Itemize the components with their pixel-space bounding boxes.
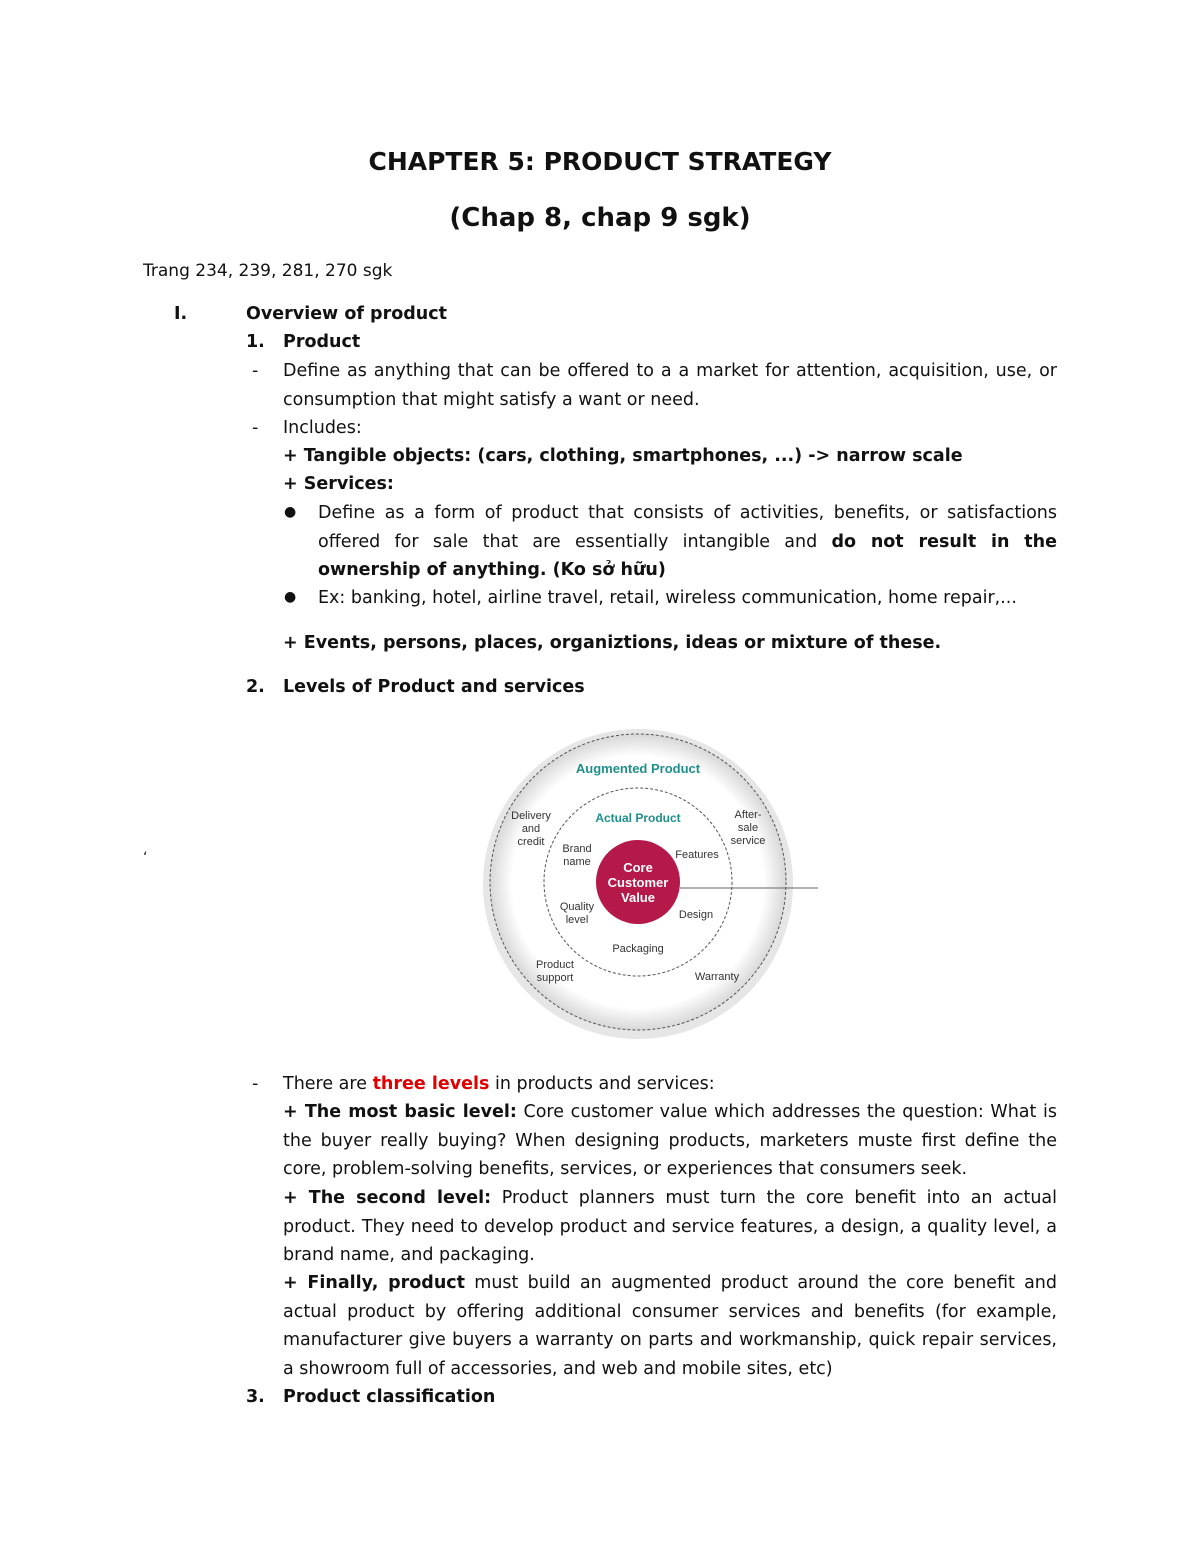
caption-mark: ‘ bbox=[143, 850, 148, 866]
delivery-label-3: credit bbox=[517, 836, 545, 848]
quality-label-2: level bbox=[565, 914, 589, 926]
includes-label: Includes: bbox=[283, 418, 362, 438]
after-sale-label-1: After- bbox=[734, 809, 762, 821]
core-label-line1: Core bbox=[623, 860, 653, 875]
tangible-objects: + Tangible objects: (cars, clothing, smartphones, ...) -> narrow scale bbox=[283, 446, 963, 466]
dash-marker: - bbox=[252, 418, 259, 438]
item3-heading: Product classification bbox=[283, 1387, 496, 1407]
core-label-line2: Customer bbox=[607, 875, 669, 890]
features-label: Features bbox=[675, 849, 719, 861]
packaging-label: Packaging bbox=[612, 943, 664, 955]
section-heading: Overview of product bbox=[246, 304, 447, 324]
product-definition: Define as anything that can be offered to a a market for attention, acquisition, use, or consumption that might satisfy a want or need. bbox=[283, 361, 1057, 410]
quality-label-1: Quality bbox=[559, 901, 595, 913]
page-subtitle: (Chap 8, chap 9 sgk) bbox=[449, 203, 751, 233]
augmented-label: Augmented Product bbox=[575, 761, 701, 776]
basic-level-paragraph: + The most basic level: Core customer value which addresses the question: What is the buyer really buying? When designing products, marketers muste first define the core, problem-solving benefits, services, or experiences that consumers seek. bbox=[283, 1102, 1057, 1179]
item2-number: 2. bbox=[246, 677, 265, 697]
delivery-label-1: Delivery bbox=[511, 810, 551, 822]
product-levels-diagram bbox=[470, 720, 830, 1050]
warranty-label: Warranty bbox=[694, 971, 740, 983]
second-level-paragraph: + The second level: Product planners must turn the core benefit into an actual product. They need to develop product and service features, a design, a quality level, a brand name, and packaging. bbox=[283, 1188, 1058, 1265]
brand-label-1: Brand bbox=[562, 843, 592, 855]
after-sale-label-3: service bbox=[730, 835, 766, 847]
delivery-label-2: and bbox=[521, 823, 541, 835]
support-label-2: support bbox=[536, 972, 574, 984]
services-label: + Services: bbox=[283, 474, 394, 494]
levels-intro: There are three levels in products and services: bbox=[283, 1074, 715, 1094]
core-label-line3: Value bbox=[621, 890, 655, 905]
dash-marker: - bbox=[252, 361, 259, 381]
pages-note: Trang 234, 239, 281, 270 sgk bbox=[143, 261, 393, 281]
item3-number: 3. bbox=[246, 1387, 265, 1407]
bullet-icon: ● bbox=[284, 504, 297, 520]
item1-number: 1. bbox=[246, 332, 265, 352]
dash-marker: - bbox=[252, 1074, 259, 1094]
final-level-paragraph: + Finally, product must build an augmented product around the core benefit and actual product by offering additional consumer services and benefits (for example, manufacturer give buyers a warranty on parts and workmanship, quick repair services, a showroom full of accessories, and web and mobile sites, etc) bbox=[283, 1273, 1057, 1379]
services-examples: Ex: banking, hotel, airline travel, retail, wireless communication, home repair,... bbox=[318, 588, 1017, 608]
after-sale-label-2: sale bbox=[737, 822, 759, 834]
item2-heading: Levels of Product and services bbox=[283, 677, 585, 697]
actual-label: Actual Product bbox=[595, 811, 681, 825]
services-definition: Define as a form of product that consists of activities, benefits, or satisfactions offered for sale that are essentially intangible and do not result in the ownership of anything. (Ko sở hữu) bbox=[318, 503, 1057, 580]
page-title: CHAPTER 5: PRODUCT STRATEGY bbox=[368, 147, 832, 176]
section-numeral: I. bbox=[174, 304, 188, 324]
events-persons: + Events, persons, places, organiztions, ideas or mixture of these. bbox=[283, 633, 942, 653]
brand-label-2: name bbox=[563, 856, 591, 868]
item1-heading: Product bbox=[283, 332, 361, 352]
bullet-icon: ● bbox=[284, 589, 297, 605]
support-label-1: Product bbox=[536, 959, 574, 971]
design-label: Design bbox=[678, 909, 714, 921]
